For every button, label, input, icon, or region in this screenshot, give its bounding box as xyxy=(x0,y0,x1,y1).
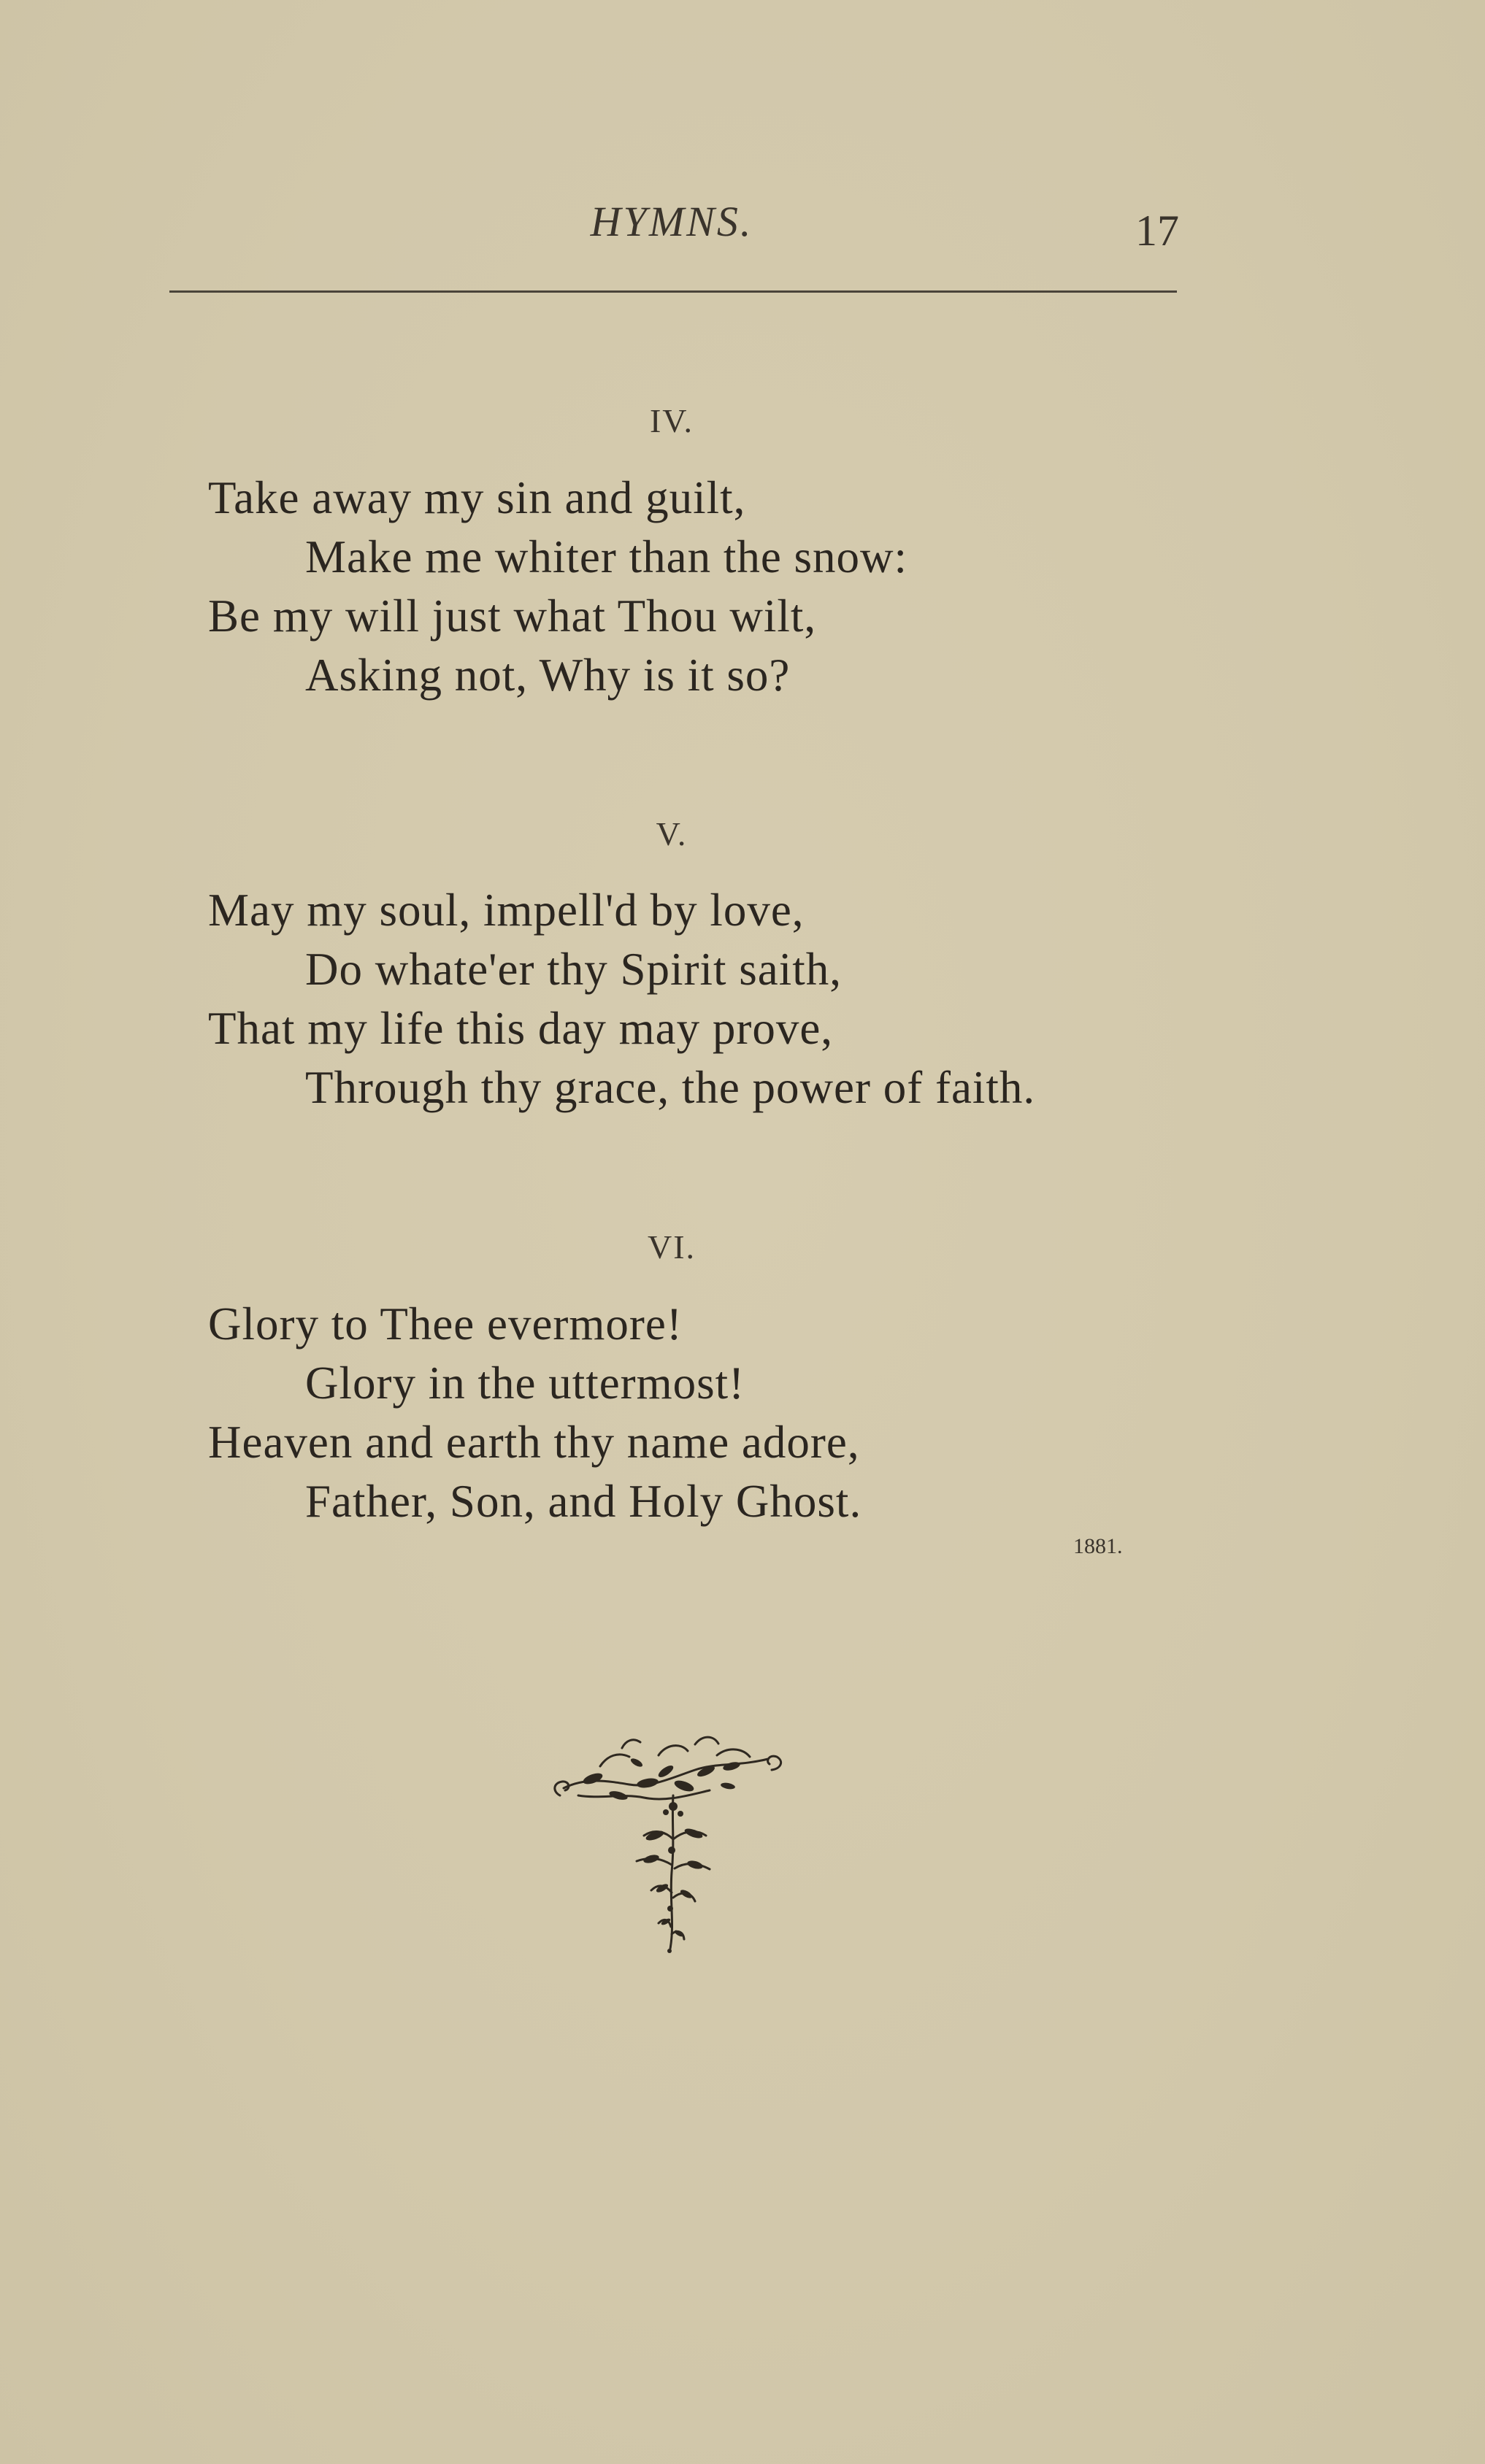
stanza-number-v: V. xyxy=(656,815,688,852)
stanza-v xyxy=(208,881,1303,1117)
verse-line: Through thy grace, the power of faith. xyxy=(305,1062,1036,1113)
stanza-number-vi: VI. xyxy=(647,1228,697,1266)
verse-line: Take away my sin and guilt, xyxy=(208,472,746,523)
verse-line: That my life this day may prove, xyxy=(208,1003,834,1054)
verse-line: Asking not, Why is it so? xyxy=(305,650,791,701)
verse-line: Be my will just what Thou wilt, xyxy=(208,590,817,642)
verse-line: Make me whiter than the snow: xyxy=(305,531,908,582)
verse-line: Do whate'er thy Spirit saith, xyxy=(305,944,842,995)
verse-line: Glory in the uttermost! xyxy=(305,1358,745,1409)
page-number: 17 xyxy=(1135,207,1179,255)
verse-line: May my soul, impell'd by love, xyxy=(208,885,805,936)
date-note: 1881. xyxy=(1073,1534,1123,1558)
verse-line: Father, Son, and Holy Ghost. xyxy=(305,1476,862,1527)
verse-line: Glory to Thee evermore! xyxy=(208,1298,683,1350)
stanza-vi xyxy=(208,1295,1303,1531)
verse-line: Heaven and earth thy name adore, xyxy=(208,1417,860,1468)
stanza-iv xyxy=(208,469,1303,705)
running-title: HYMNS. xyxy=(590,198,753,245)
header-rule xyxy=(169,290,1177,293)
floral-vignette-icon xyxy=(549,1726,797,1960)
stanza-number-iv: IV. xyxy=(649,402,694,439)
